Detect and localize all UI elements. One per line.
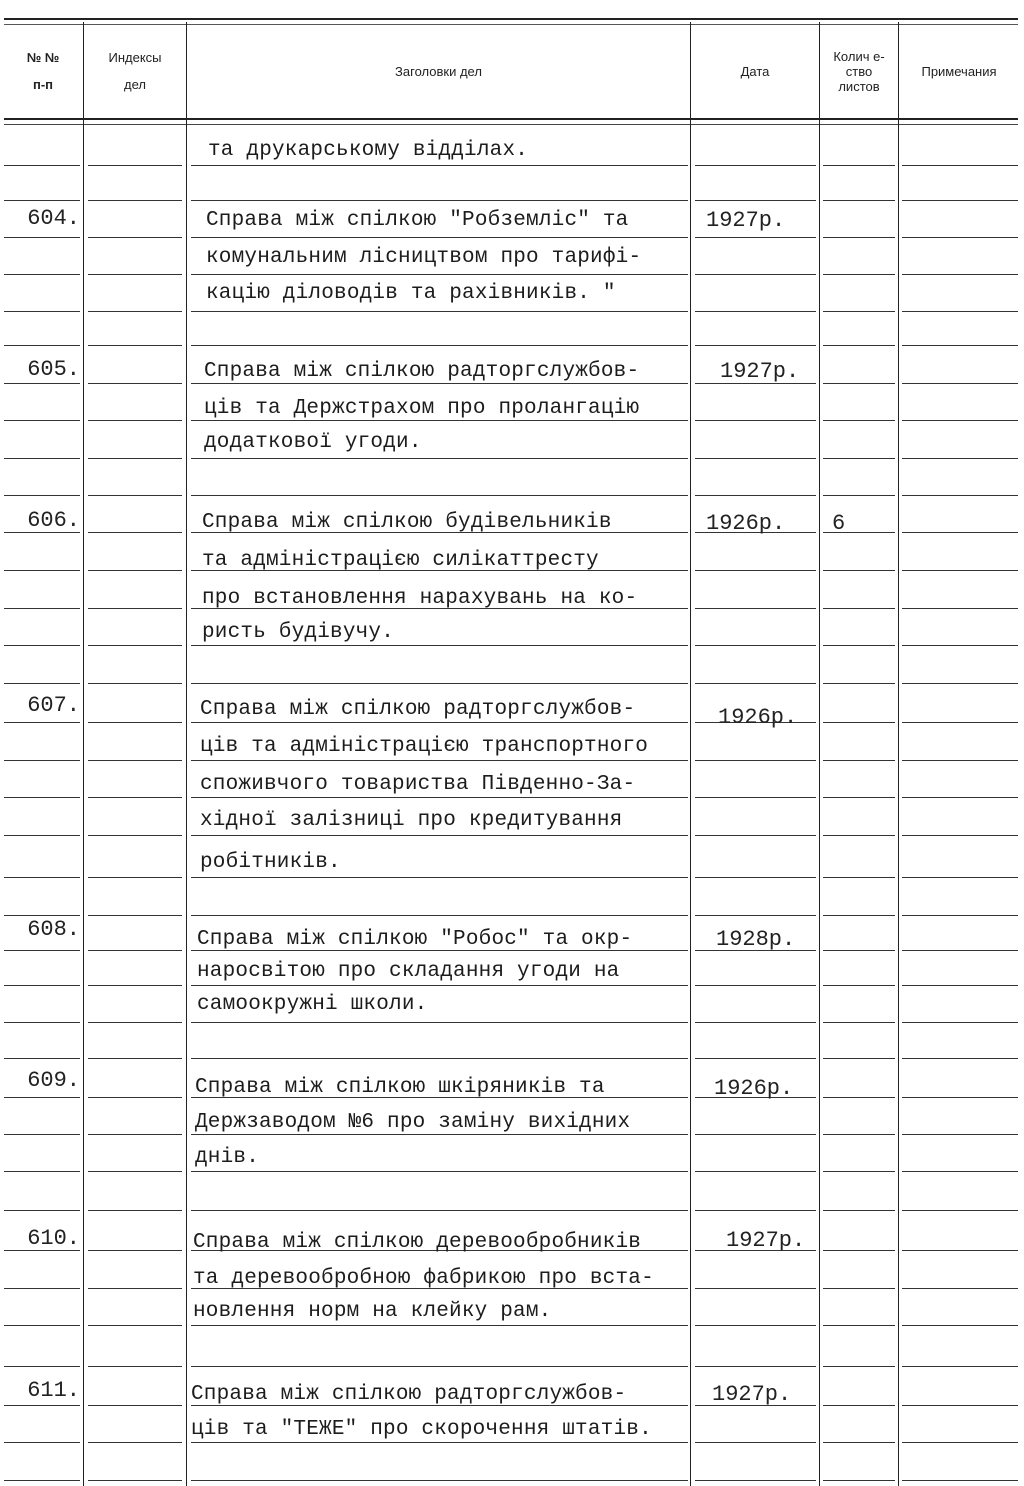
ruled-line [823, 1022, 895, 1023]
ruled-line [88, 311, 182, 312]
entry-title-line: самоокружні школи. [197, 993, 428, 1016]
entry-title-line: ців та "ТЕЖЕ" про скорочення штатів. [191, 1418, 652, 1441]
ruled-line [88, 1097, 182, 1098]
ruled-line [695, 1058, 816, 1059]
ruled-line [191, 1480, 688, 1481]
ruled-line [823, 760, 895, 761]
ruled-line [88, 683, 182, 684]
ruled-line [88, 495, 182, 496]
entry-number: 607. [27, 693, 80, 718]
ruled-line [902, 237, 1018, 238]
ruled-line [88, 877, 182, 878]
header-title-text: Заголовки дел [395, 63, 482, 79]
column-divider [186, 22, 187, 1486]
ruled-line [695, 345, 816, 346]
ruled-line [902, 165, 1018, 166]
entry-date: 1926р. [714, 1076, 794, 1101]
ruled-line [902, 458, 1018, 459]
ruled-line [823, 458, 895, 459]
entry-title-line: ристь будівучу. [202, 621, 395, 644]
ruled-line [902, 760, 1018, 761]
ruled-line [823, 420, 895, 421]
ruled-line [4, 420, 80, 421]
ruled-line [191, 311, 688, 312]
column-divider [690, 22, 691, 1486]
header-sheets-line1: Колич е- [833, 48, 885, 64]
ruled-line [4, 797, 80, 798]
ruled-line [695, 458, 816, 459]
header-notes [899, 24, 1019, 118]
ruled-line [902, 495, 1018, 496]
header-number-line1: № № [26, 50, 60, 65]
entry-title-line: Справа між спілкою радторгслужбов- [204, 360, 640, 383]
ruled-line [823, 200, 895, 201]
column-divider [819, 22, 820, 1486]
entry-title-line: ців та Держстрахом про пролангацію [204, 397, 640, 420]
ruled-line [823, 274, 895, 275]
ruled-line [4, 950, 80, 951]
ruled-line [902, 797, 1018, 798]
ruled-line [88, 722, 182, 723]
ruled-line [695, 1325, 816, 1326]
ruled-line [4, 1405, 80, 1406]
ruled-line [902, 985, 1018, 986]
ruled-line [88, 237, 182, 238]
ruled-line [902, 1480, 1018, 1481]
ruled-line [4, 1366, 80, 1367]
ruled-line [88, 1366, 182, 1367]
ruled-line [4, 915, 80, 916]
entry-date: 1928р. [716, 927, 796, 952]
entry-title-line: Справа між спілкою шкіряників та [195, 1076, 605, 1099]
ruled-line [4, 165, 80, 166]
ruled-line [902, 1288, 1018, 1289]
ruled-line [823, 237, 895, 238]
ruled-line [823, 1366, 895, 1367]
ruled-line [88, 1405, 182, 1406]
entry-title-line: додаткової угоди. [204, 431, 422, 454]
ruled-line [4, 985, 80, 986]
ruled-line [902, 311, 1018, 312]
ruled-line [695, 200, 816, 201]
ruled-line [88, 345, 182, 346]
ruled-line [902, 1250, 1018, 1251]
header-number-line2: п-п [32, 77, 54, 92]
ruled-line [902, 1171, 1018, 1172]
header-double-rule [4, 118, 1018, 125]
ruled-line [823, 1250, 895, 1251]
header-date-text: Дата [740, 63, 770, 79]
ruled-line [88, 165, 182, 166]
ruled-line [88, 274, 182, 275]
header-number [4, 24, 82, 118]
ruled-line [88, 915, 182, 916]
ruled-line [88, 1480, 182, 1481]
entry-title-line: комунальним лісництвом про тарифі- [206, 246, 642, 269]
entry-title-line: Справа між спілкою деревообробників [193, 1231, 642, 1254]
entry-title-line: робітників. [200, 851, 341, 874]
ruled-line [902, 1210, 1018, 1211]
entry-title-line: Справа між спілкою "Робос" та окр- [197, 928, 633, 951]
ruled-line [902, 420, 1018, 421]
ruled-line [4, 1325, 80, 1326]
ruled-line [4, 722, 80, 723]
ruled-line [695, 420, 816, 421]
header-sheets [820, 24, 898, 118]
entry-title-line: та деревообробною фабрикою про вста- [193, 1267, 654, 1290]
ruled-line [88, 420, 182, 421]
ruled-line [4, 1097, 80, 1098]
ruled-line [4, 608, 80, 609]
ruled-line [695, 237, 816, 238]
ruled-line [4, 200, 80, 201]
ruled-line [902, 722, 1018, 723]
ruled-line [823, 722, 895, 723]
column-divider [83, 22, 84, 1486]
ruled-line [4, 1480, 80, 1481]
entry-number: 606. [27, 508, 80, 533]
ruled-line [823, 915, 895, 916]
ruled-line [902, 1022, 1018, 1023]
ruled-line [88, 1058, 182, 1059]
ruled-line [4, 1134, 80, 1135]
ruled-line [191, 683, 688, 684]
ruled-line [695, 1480, 816, 1481]
ruled-line [88, 458, 182, 459]
ruled-line [823, 835, 895, 836]
ruled-line [88, 797, 182, 798]
entry-title-line: хідної залізниці про кредитування [200, 809, 623, 832]
ruled-line [902, 570, 1018, 571]
ruled-line [823, 1171, 895, 1172]
ruled-line [191, 200, 688, 201]
ruled-line [88, 1442, 182, 1443]
ruled-line [695, 915, 816, 916]
ruled-line [695, 1210, 816, 1211]
ruled-line [4, 1442, 80, 1443]
ruled-line [823, 1325, 895, 1326]
ruled-line [823, 1058, 895, 1059]
ruled-line [695, 570, 816, 571]
entry-sheets: 6 [832, 511, 846, 536]
ruled-line [191, 1058, 688, 1059]
ruled-line [191, 495, 688, 496]
ruled-line [88, 1250, 182, 1251]
entry-date: 1926р. [706, 511, 786, 536]
ruled-line [902, 345, 1018, 346]
ruled-line [902, 1058, 1018, 1059]
ruled-line [823, 683, 895, 684]
ruled-line [4, 645, 80, 646]
ruled-line [88, 1325, 182, 1326]
ruled-line [695, 274, 816, 275]
ruled-line [695, 645, 816, 646]
ruled-line [902, 532, 1018, 533]
ruled-line [902, 608, 1018, 609]
entry-number: 605. [27, 357, 80, 382]
ruled-line [695, 877, 816, 878]
ruled-line [695, 760, 816, 761]
ruled-line [902, 950, 1018, 951]
entry-title-line: про встановлення нарахувань на ко- [202, 587, 638, 610]
ruled-line [191, 458, 688, 459]
header-sheets-line3: листов [838, 78, 880, 94]
entry-number: 611. [27, 1378, 80, 1403]
ruled-line [4, 835, 80, 836]
ruled-line [902, 915, 1018, 916]
entry-title-line: Справа між спілкою "Робземліс" та [206, 209, 629, 232]
entry-title-line: Справа між спілкою радторгслужбов- [200, 698, 636, 721]
ruled-line [902, 835, 1018, 836]
ruled-line [823, 345, 895, 346]
ruled-line [191, 1210, 688, 1211]
ruled-line [191, 1022, 688, 1023]
entry-number: 609. [27, 1068, 80, 1093]
ruled-line [695, 985, 816, 986]
ruled-line [4, 237, 80, 238]
entry-title-line: Справа між спілкою будівельників [202, 511, 612, 534]
entry-title-line: ців та адміністрацією транспортного [200, 735, 649, 758]
entry-number: 608. [27, 917, 80, 942]
ruled-line [695, 495, 816, 496]
ruled-line [823, 165, 895, 166]
entry-number: 604. [27, 206, 80, 231]
ruled-line [823, 311, 895, 312]
ruled-line [695, 1134, 816, 1135]
ruled-line [902, 645, 1018, 646]
header-index-line1: Индексы [108, 50, 162, 65]
ruled-line [4, 1171, 80, 1172]
ruled-line [191, 915, 688, 916]
ruled-line [4, 1210, 80, 1211]
ruled-line [88, 835, 182, 836]
ruled-line [88, 645, 182, 646]
header-title [187, 24, 690, 118]
ruled-line [902, 1134, 1018, 1135]
ruled-line [88, 950, 182, 951]
ruled-line [902, 877, 1018, 878]
ruled-line [4, 383, 80, 384]
ruled-line [695, 1171, 816, 1172]
ruled-line [823, 877, 895, 878]
ruled-line [4, 1058, 80, 1059]
ruled-line [88, 608, 182, 609]
ruled-line [823, 985, 895, 986]
ruled-line [191, 237, 688, 238]
entry-title-line: новлення норм на клейку рам. [193, 1300, 552, 1323]
ruled-line [823, 1442, 895, 1443]
ruled-line [902, 1366, 1018, 1367]
ruled-line [695, 683, 816, 684]
entry-number: 610. [27, 1226, 80, 1251]
ruled-line [191, 345, 688, 346]
ruled-line [902, 1442, 1018, 1443]
continuation-line: та друкарському відділах. [208, 139, 529, 162]
entry-title-line: Держзаводом №6 про заміну вихідних [195, 1111, 631, 1134]
ruled-line [191, 1171, 688, 1172]
ruled-line [88, 570, 182, 571]
ruled-line [88, 200, 182, 201]
ruled-line [823, 1097, 895, 1098]
header-notes-text: Примечания [921, 63, 997, 79]
ruled-line [695, 1442, 816, 1443]
entry-date: 1926р. [718, 705, 798, 730]
ruled-line [902, 274, 1018, 275]
ruled-line [695, 797, 816, 798]
ruled-line [88, 383, 182, 384]
ruled-line [4, 1022, 80, 1023]
ruled-line [823, 1210, 895, 1211]
ruled-line [4, 570, 80, 571]
ruled-line [823, 495, 895, 496]
ruled-line [4, 458, 80, 459]
ruled-line [902, 1097, 1018, 1098]
ruled-line [4, 683, 80, 684]
ruled-line [902, 1405, 1018, 1406]
header-sheets-line2: ство [845, 63, 873, 79]
ruled-line [823, 608, 895, 609]
ruled-line [4, 877, 80, 878]
entry-title-line: споживчого товариства Південно-За- [200, 773, 636, 796]
ruled-line [823, 383, 895, 384]
ruled-line [695, 1022, 816, 1023]
entry-title-line: Справа між спілкою радторгслужбов- [191, 1383, 627, 1406]
ruled-line [88, 532, 182, 533]
ruled-line [88, 1288, 182, 1289]
ruled-line [823, 645, 895, 646]
header-index [84, 24, 186, 118]
ruled-line [823, 1405, 895, 1406]
ruled-line [902, 200, 1018, 201]
column-divider [898, 22, 899, 1486]
ruled-line [902, 383, 1018, 384]
entry-title-line: днів. [195, 1146, 260, 1169]
ruled-line [695, 165, 816, 166]
ruled-line [695, 835, 816, 836]
entry-title-line: та адміністрацією силікаттресту [202, 549, 599, 572]
entry-date: 1927р. [706, 208, 786, 233]
ruled-line [695, 608, 816, 609]
ruled-line [695, 1288, 816, 1289]
entry-date: 1927р. [712, 1382, 792, 1407]
entry-date: 1927р. [726, 1228, 806, 1253]
entry-title-line: кацію діловодів та рахівників. " [206, 282, 616, 305]
header-index-line2: дел [124, 77, 146, 92]
header-date [691, 24, 819, 118]
ruled-line [4, 345, 80, 346]
ruled-line [902, 1325, 1018, 1326]
ruled-line [823, 1480, 895, 1481]
ruled-line [823, 797, 895, 798]
ruled-line [88, 1022, 182, 1023]
ruled-line [191, 1366, 688, 1367]
ruled-line [823, 1134, 895, 1135]
ruled-line [88, 1210, 182, 1211]
entry-date: 1927р. [720, 359, 800, 384]
ruled-line [4, 1288, 80, 1289]
ruled-line [191, 274, 688, 275]
ruled-line [4, 311, 80, 312]
ruled-line [88, 1171, 182, 1172]
ruled-line [695, 1366, 816, 1367]
ruled-line [695, 311, 816, 312]
ruled-line [4, 760, 80, 761]
ruled-line [823, 570, 895, 571]
ruled-line [823, 1288, 895, 1289]
ruled-line [823, 950, 895, 951]
ruled-line [88, 985, 182, 986]
ruled-line [4, 274, 80, 275]
ruled-line [902, 683, 1018, 684]
entry-title-line: наросвітою про складання угоди на [197, 960, 620, 983]
ruled-line [4, 495, 80, 496]
ruled-line [88, 1134, 182, 1135]
ruled-line [88, 760, 182, 761]
